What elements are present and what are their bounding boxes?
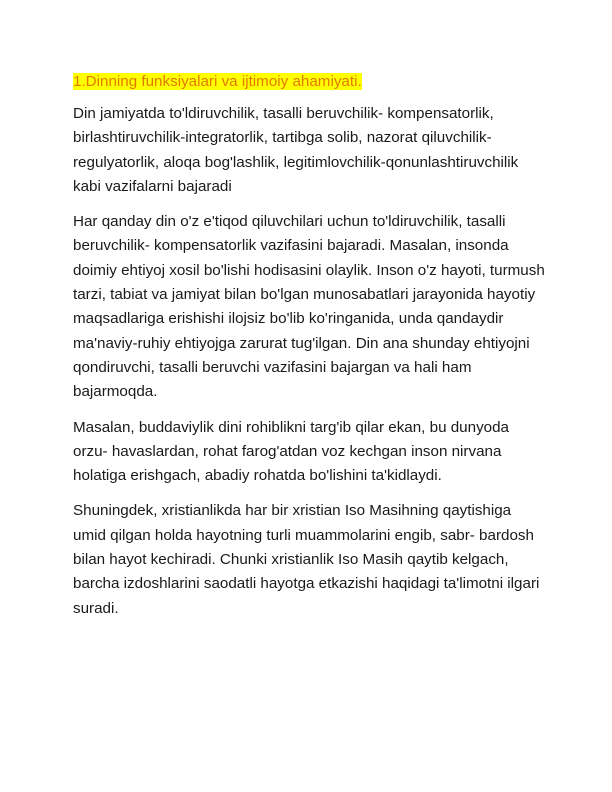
paragraph-2: Har qanday din o'z e'tiqod qiluvchilari uchun to'ldiruvchilik, tasalli beruvchilik- kompensatorlik vazifasini bajaradi. Masalan, insonda doimiy ehtiyoj xosil bo'lishi hodisasini olaylik. Inson o'z hayoti, turmush tarzi, tabiat va jamiyat bilan bo'lgan munosabatlari jarayonida hayotiy maqsadlariga erishishi ilojsiz bo'lib ko'ringanida, unda qandaydir ma'naviy-ruhiy ehtiyojga zarurat tug'ilgan. Din ana shunday ehtiyojni qondiruvchi, tasalli beruvchi vazifasini bajargan va hali ham bajarmoqda. (73, 213, 545, 401)
paragraph-1: Din jamiyatda to'ldiruvchilik, tasalli beruvchilik- kompensatorlik, birlashtiruvchilik-integratorlik, tartibga solib, nazorat qiluvchilik-regulyatorlik, aloqa bog'lashlik, legitimlovchilik-qonunlashtiruvchilik kabi vazifalarni bajaradi (73, 105, 519, 195)
paragraph-4: Shuningdek, xristianlikda har bir xristian Iso Masihning qaytishiga umid qilgan holda hayotning turli muammolarini engib, sabr- bardosh bilan hayot kechiradi. Chunki xristianlik Iso Masih qaytib kelgach, barcha izdoshlarini saodatli hayotga etkazishi haqidagi ta'limotni ilgari suradi. (73, 502, 540, 617)
paragraph-3: Masalan, buddaviylik dini rohiblikni targ'ib qilar ekan, bu dunyoda orzu- havaslardan, rohat farog'atdan voz kechgan inson nirvana holatiga erishgach, abadiy rohatda bo'lishini ta'kidlaydi. (73, 418, 510, 485)
document-body (73, 70, 547, 632)
heading-line (73, 70, 547, 94)
section-heading: 1.Dinning funksiyalari va ijtimoiy ahamiyati. (73, 73, 362, 90)
